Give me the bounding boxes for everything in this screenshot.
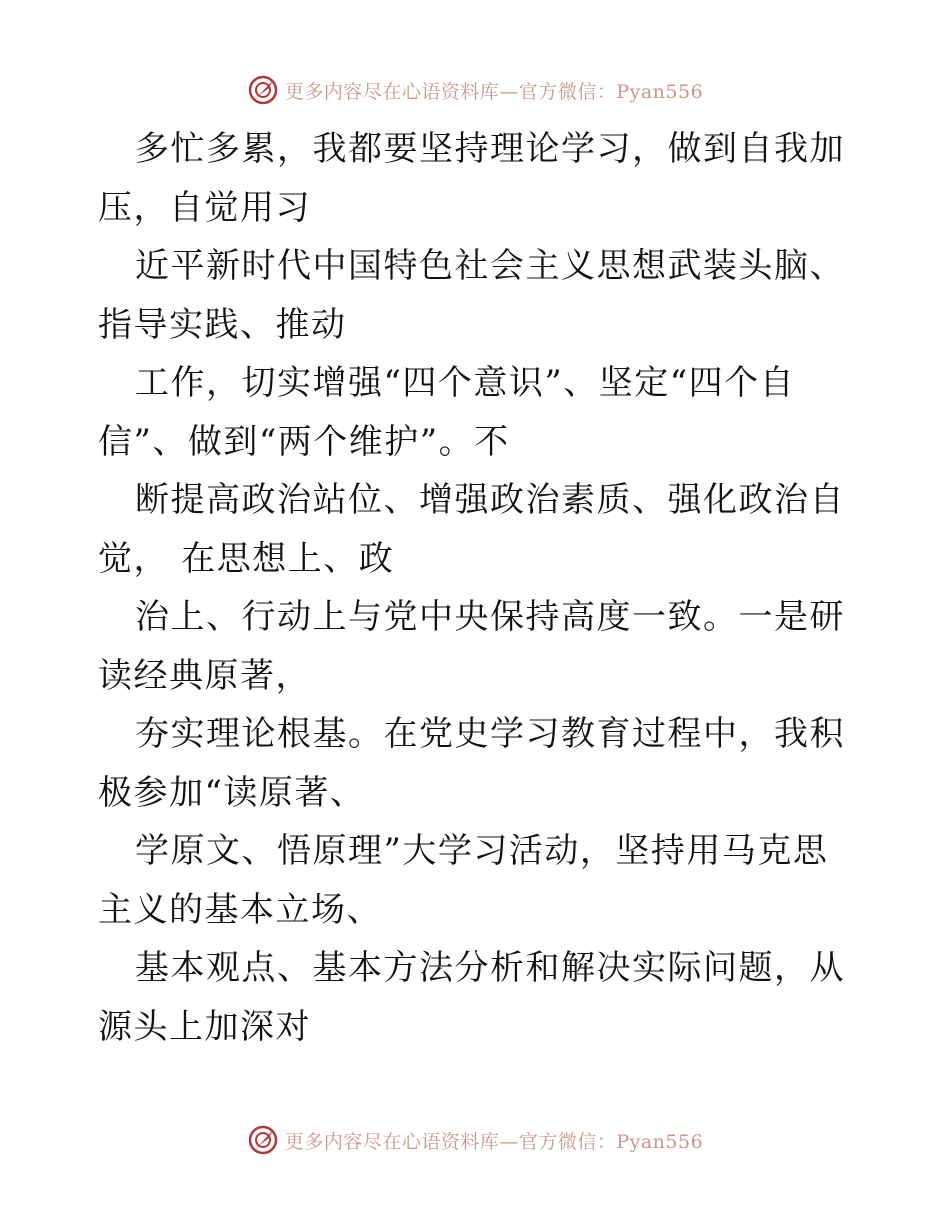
header-watermark-text: 更多内容尽在心语资料库—官方微信：Pyan556 xyxy=(284,80,704,103)
paragraph-6: 夯实理论根基。在党史学习教育过程中，我积极参加“读原著、 xyxy=(98,714,845,813)
quill-logo-icon xyxy=(247,74,279,106)
quill-logo-icon xyxy=(247,1124,279,1156)
paragraph-2: 近平新时代中国特色社会主义思想武装头脑、指导实践、推动 xyxy=(98,246,845,345)
paragraph-7: 学原文、悟原理”大学习活动，坚持用马克思主义的基本立场、 xyxy=(98,831,829,930)
footer-watermark-text: 更多内容尽在心语资料库—官方微信：Pyan556 xyxy=(284,1130,704,1153)
paragraph-5: 治上、行动上与党中央保持高度一致。一是研读经典原著， xyxy=(98,597,845,696)
footer-watermark xyxy=(0,1122,950,1158)
header-watermark xyxy=(0,72,950,108)
paragraph-3: 工作，切实增强“四个意识”、坚定“四个自信”、做到“两个维护”。不 xyxy=(98,363,796,462)
paragraph-1: 多忙多累，我都要坚持理论学习，做到自我加压，自觉用习 xyxy=(98,129,845,228)
paragraph-8: 基本观点、基本方法分析和解决实际问题，从源头上加深对 xyxy=(98,948,845,1047)
paragraph-4: 断提高政治站位、增强政治素质、强化政治自觉， 在思想上、政 xyxy=(98,480,845,579)
document-body xyxy=(98,120,858,1056)
